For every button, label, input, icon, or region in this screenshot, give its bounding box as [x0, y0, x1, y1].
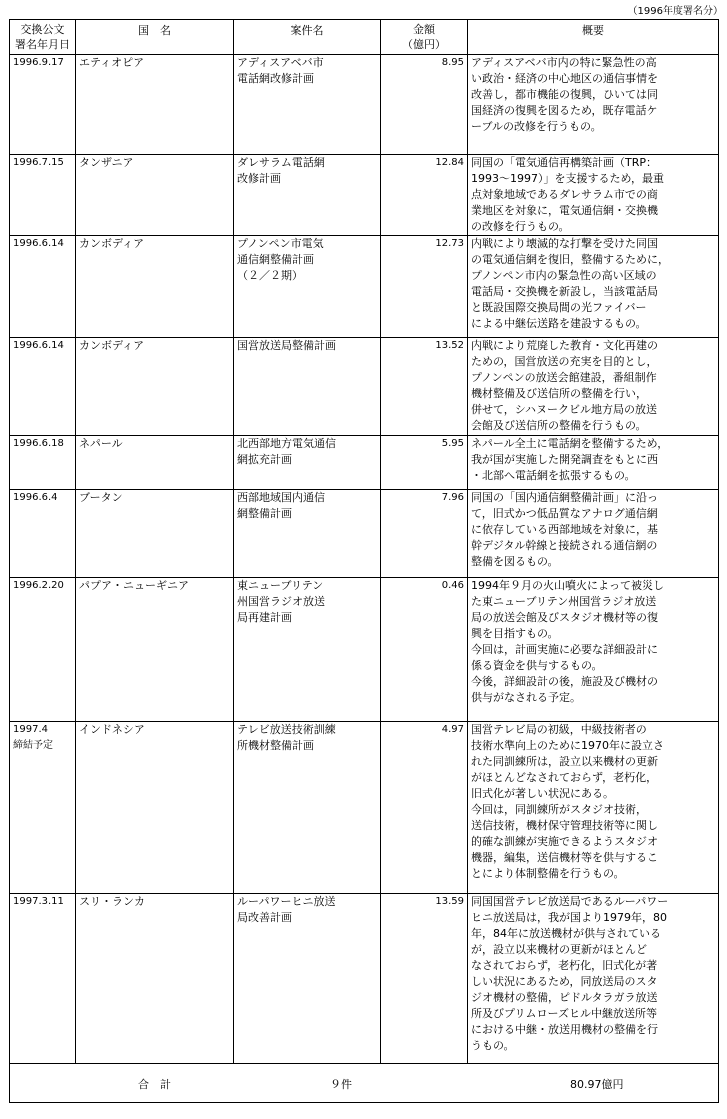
table-row	[10, 55, 719, 155]
country-cell	[76, 722, 234, 894]
project-name-line: 網拡充計画	[237, 453, 292, 466]
amount-cell	[381, 436, 468, 490]
summary-line: うもの。	[471, 1039, 515, 1052]
signing-date-cell	[10, 578, 76, 722]
summary-cell	[468, 55, 719, 155]
amount-value: 8.95	[441, 57, 464, 68]
signing-date: 1997.4	[13, 724, 48, 735]
header-summary: 概要	[468, 20, 719, 55]
header-date: 交換公文 署名年月日	[10, 20, 76, 55]
total-cell	[10, 1064, 719, 1103]
signing-date: 1996.2.20	[13, 580, 64, 591]
summary-line: た東ニューブリテン州国営ラジオ放送	[471, 595, 657, 608]
summary-cell	[468, 436, 719, 490]
summary-line: と既設国際交換局間の光ファイバー	[471, 301, 647, 314]
summary-line: による中継伝送路を建設するもの。	[471, 317, 647, 330]
summary-line: 所及びプリムローズヒル中継放送所等	[471, 1007, 658, 1020]
header-country: 国 名	[76, 20, 234, 55]
signing-date-cell	[10, 236, 76, 338]
summary-line: が，設立以来機材の更新がほとんど	[471, 943, 647, 956]
signing-date: 1996.6.14	[13, 238, 64, 249]
summary-line: 今後，詳細設計の後，施設及び機材の	[471, 675, 658, 688]
summary-line: 点対象地域であるダレサラム市での商	[471, 188, 658, 201]
total-amount: 80.97億円	[570, 1078, 624, 1091]
table-row	[10, 722, 719, 894]
summary-line: 内戦により荒廃した教育・文化再建の	[471, 339, 658, 352]
amount-cell	[381, 490, 468, 578]
summary-line: ・北部へ電話網を拡張するもの。	[471, 469, 636, 482]
summary-line: プノンペンの放送会館建設，番組制作	[471, 371, 657, 384]
country-name: タンザニア	[79, 156, 134, 169]
summary-line: 旧式化が著しい状況にある。	[471, 787, 614, 800]
summary-line: 1993～1997）」を支援するため，最重	[471, 172, 665, 185]
summary-line: の改修を行うもの。	[471, 220, 570, 233]
summary-line: 同国の「電気通信再構築計画（TRP：	[471, 156, 657, 169]
amount-value: 7.96	[441, 492, 464, 503]
summary-line: 国経済の復興を図るため，既存電話ケ	[471, 104, 658, 117]
summary-line: 併せて，シハヌークビル地方局の放送	[471, 403, 658, 416]
project-name-cell	[234, 490, 381, 578]
summary-cell	[468, 722, 719, 894]
header-amount: 金額 （億円）	[381, 20, 468, 55]
summary-line: に依存している西部地域を対象に，基	[471, 523, 658, 536]
table-row	[10, 894, 719, 1064]
signing-date-cell	[10, 722, 76, 894]
summary-cell	[468, 236, 719, 338]
project-name-line: 国営放送局整備計画	[237, 339, 336, 352]
country-name: スリ・ランカ	[79, 895, 145, 908]
project-name-line: 網整備計画	[237, 507, 292, 520]
project-name-line: 州国営ラジオ放送	[237, 595, 325, 608]
summary-line: 機器，編集，送信機材等を供与するこ	[471, 851, 658, 864]
amount-value: 13.52	[435, 340, 464, 351]
summary-line: 我が国が実施した開発調査をもとに西	[471, 453, 658, 466]
country-name: カンボディア	[79, 339, 145, 352]
summary-cell	[468, 338, 719, 436]
summary-line: なされておらず，老朽化，旧式化が著	[471, 959, 658, 972]
table-row	[10, 578, 719, 722]
summary-line: 国営テレビ局の初級，中級技術者の	[471, 723, 647, 736]
summary-line: 今回は，同訓練所がスタジオ技術，	[471, 803, 647, 816]
fiscal-year-note: （1996年度署名分）	[627, 6, 723, 17]
summary-line: 内戦により壊滅的な打撃を受けた同国	[471, 237, 658, 250]
summary-cell	[468, 894, 719, 1064]
project-name-cell	[234, 55, 381, 155]
total-count: ９件	[330, 1078, 352, 1091]
amount-cell	[381, 155, 468, 236]
summary-line: における中継・放送用機材の整備を行	[471, 1023, 658, 1036]
project-name-line: 所機材整備計画	[237, 739, 314, 752]
project-name-cell	[234, 578, 381, 722]
country-cell	[76, 578, 234, 722]
country-cell	[76, 236, 234, 338]
summary-line: れた同訓練所は，設立以来機材の更新	[471, 755, 658, 768]
signing-date: 1996.6.18	[13, 438, 64, 449]
grant-aid-table	[9, 19, 719, 1103]
project-name-line: 改修計画	[237, 172, 281, 185]
country-cell	[76, 490, 234, 578]
total-row	[10, 1064, 719, 1103]
country-name: ネパール	[79, 437, 123, 450]
signing-date-cell	[10, 894, 76, 1064]
project-name-line: 局改善計画	[237, 911, 292, 924]
summary-line: 整備を図るもの。	[471, 555, 559, 568]
amount-value: 4.97	[441, 724, 464, 735]
summary-line: がほとんどなされておらず，老朽化，	[471, 771, 658, 784]
project-name-line: 通信網整備計画	[237, 253, 314, 266]
summary-line: とにより体制整備を行うもの。	[471, 867, 625, 880]
project-name-line: アディスアベバ市	[237, 56, 324, 69]
summary-line: 業地区を対象に，電気通信網・交換機	[471, 204, 658, 217]
summary-line: ための，国営放送の充実を目的とし，	[471, 355, 658, 368]
total-label: 合 計	[138, 1078, 171, 1091]
header-row	[10, 20, 719, 55]
summary-line: 供与がなされる予定。	[471, 691, 581, 704]
summary-line: 同国の「国内通信網整備計画」に沿っ	[471, 491, 658, 504]
summary-line: ネパール全土に電話網を整備するため，	[471, 437, 669, 450]
project-name-cell	[234, 338, 381, 436]
project-name-line: 局再建計画	[237, 611, 292, 624]
project-name-cell	[234, 722, 381, 894]
country-cell	[76, 436, 234, 490]
summary-line: 同国国営テレビ放送局であるルーパワー	[471, 895, 669, 908]
country-name: パプア・ニューギニア	[79, 579, 189, 592]
summary-line: 今回は，計画実施に必要な詳細設計に	[471, 643, 658, 656]
project-name-line: 東ニューブリテン	[237, 579, 324, 592]
country-name: カンボディア	[79, 237, 145, 250]
summary-line: 電話局・交換機を新設し，当該電話局	[471, 285, 658, 298]
summary-line: 局の放送会館及びスタジオ機材等の復	[471, 611, 658, 624]
amount-cell	[381, 894, 468, 1064]
amount-cell	[381, 722, 468, 894]
amount-value: 0.46	[441, 580, 464, 591]
amount-cell	[381, 338, 468, 436]
summary-cell	[468, 578, 719, 722]
project-name-line: プノンペン市電気	[237, 237, 324, 250]
summary-line: 的確な訓練が実施できるようスタジオ	[471, 835, 658, 848]
country-name: インドネシア	[79, 723, 145, 736]
summary-line: アディスアベバ市内の特に緊急性の高	[471, 56, 657, 69]
table-row	[10, 490, 719, 578]
amount-value: 5.95	[441, 438, 464, 449]
signing-date: 1997.3.11	[13, 896, 64, 907]
summary-line: い政治・経済の中心地区の通信事情を	[471, 72, 658, 85]
country-name: ブータン	[79, 491, 123, 504]
signing-date: 1996.6.4	[13, 492, 58, 503]
amount-value: 13.59	[435, 896, 464, 907]
signing-date-cell	[10, 490, 76, 578]
summary-line: 興を目指すもの。	[471, 627, 559, 640]
amount-cell	[381, 55, 468, 155]
country-cell	[76, 55, 234, 155]
summary-line: ーブルの改修を行うもの。	[471, 120, 602, 133]
table-row	[10, 436, 719, 490]
header-project: 案件名	[234, 20, 381, 55]
country-cell	[76, 338, 234, 436]
summary-line: の電気通信網を復旧，整備するために，	[471, 253, 669, 266]
summary-line: て，旧式かつ低品質なアナログ通信網	[471, 507, 658, 520]
amount-cell	[381, 578, 468, 722]
signing-date: 1996.6.14	[13, 340, 64, 351]
summary-line: 会館及び送信所の整備を行うもの。	[471, 419, 647, 432]
signing-date: 1996.7.15	[13, 157, 64, 168]
signing-date-cell	[10, 155, 76, 236]
project-name-line: 電話網改修計画	[237, 72, 314, 85]
project-name-cell	[234, 236, 381, 338]
project-name-line: ルーパワーヒニ放送	[237, 895, 336, 908]
table-row	[10, 155, 719, 236]
summary-line: 改善し，都市機能の復興，ひいては同	[471, 88, 658, 101]
summary-line: ヒニ放送局は，我が国より1979年，80	[471, 911, 667, 924]
country-cell	[76, 894, 234, 1064]
table-body	[10, 55, 719, 1064]
signing-date: 1996.9.17	[13, 57, 64, 68]
project-name-line: テレビ放送技術訓練	[237, 723, 336, 736]
project-name-line: ダレサラム電話網	[237, 156, 325, 169]
project-name-line: 西部地域国内通信	[237, 491, 325, 504]
project-name-line: （２／２期）	[237, 269, 303, 282]
summary-line: 技術水準向上のために1970年に設立さ	[471, 739, 664, 752]
project-name-cell	[234, 436, 381, 490]
signing-date-cell	[10, 55, 76, 155]
country-name: エティオピア	[79, 56, 145, 69]
summary-cell	[468, 490, 719, 578]
signing-date-cell	[10, 436, 76, 490]
country-cell	[76, 155, 234, 236]
table-row	[10, 338, 719, 436]
summary-line: 機材整備及び送信所の整備を行い，	[471, 387, 647, 400]
project-name-cell	[234, 155, 381, 236]
summary-line: 年，84年に放送機材が供与されている	[471, 927, 661, 940]
signing-date-cell	[10, 338, 76, 436]
summary-line: ジオ機材の整備，ピドルタラガラ放送	[471, 991, 658, 1004]
table-row	[10, 236, 719, 338]
amount-value: 12.73	[435, 238, 464, 249]
project-name-cell	[234, 894, 381, 1064]
summary-line: 係る資金を供与するもの。	[471, 659, 603, 672]
summary-line: しい状況にあるため，同放送局のスタ	[471, 975, 658, 988]
summary-line: 幹デジタル幹線と接続される通信網の	[471, 539, 658, 552]
summary-line: プノンペン市内の緊急性の高い区域の	[471, 269, 657, 282]
summary-line: 送信技術，機材保守管理技術等に関し	[471, 819, 658, 832]
amount-cell	[381, 236, 468, 338]
summary-line: 1994年９月の火山噴火によって被災し	[471, 579, 664, 592]
summary-cell	[468, 155, 719, 236]
signing-date: 締結予定	[13, 740, 53, 751]
project-name-line: 北西部地方電気通信	[237, 437, 336, 450]
amount-value: 12.84	[435, 157, 464, 168]
